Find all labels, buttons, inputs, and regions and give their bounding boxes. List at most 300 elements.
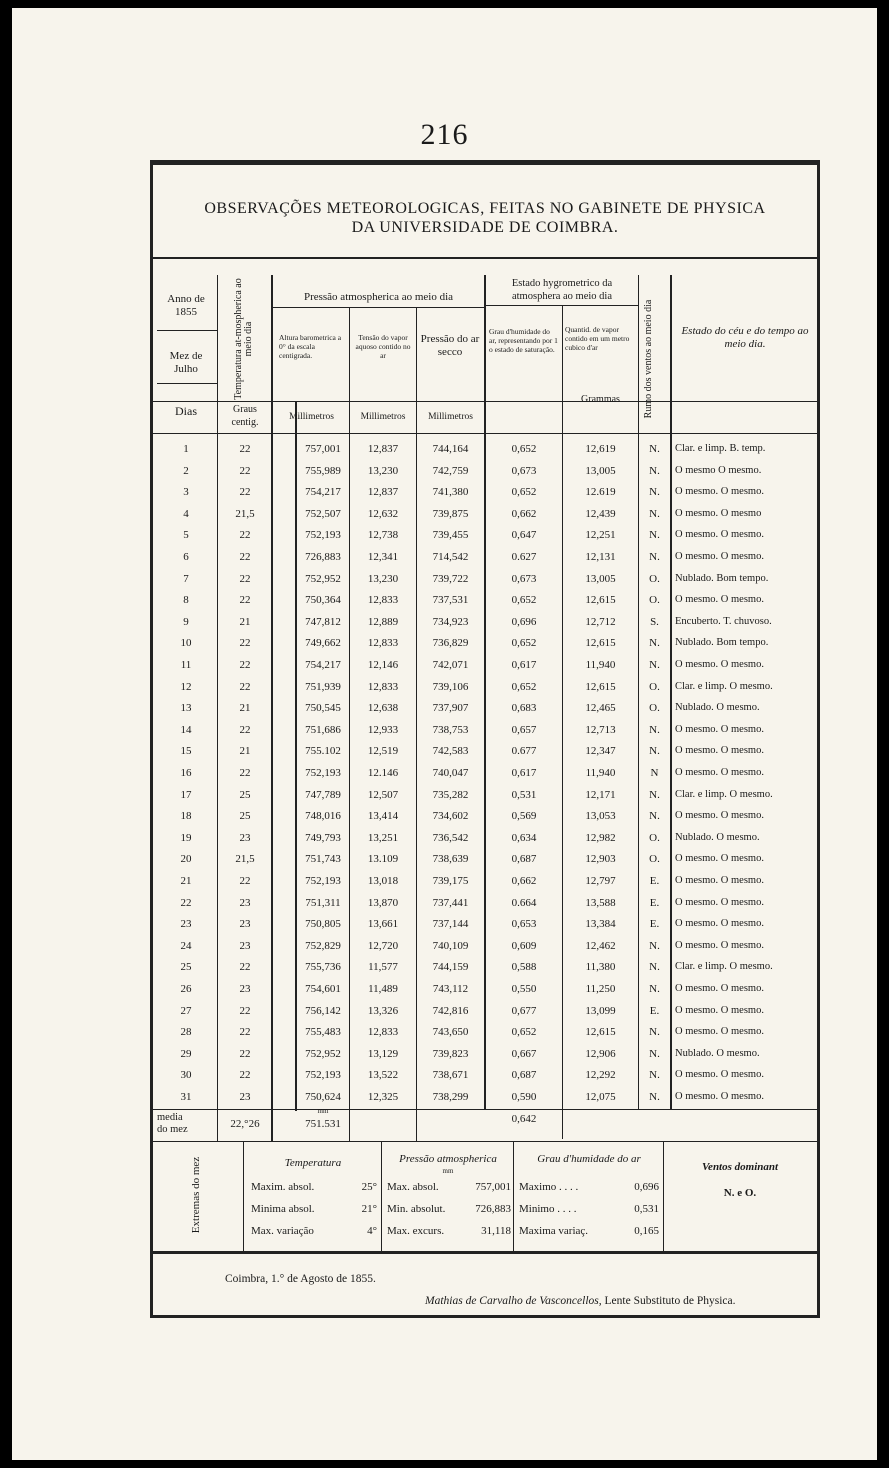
cell-ten: 12,519 xyxy=(367,745,399,758)
cell-ceu: O mesmo. O mesmo. xyxy=(675,551,764,562)
cell-grau: 0,673 xyxy=(511,572,537,585)
cell-alt: 751,939 xyxy=(305,680,341,693)
cell-vento: N. xyxy=(649,1026,660,1039)
cell-dia: 2 xyxy=(183,464,189,477)
cell-vento: S. xyxy=(650,615,659,628)
cell-dia: 6 xyxy=(183,551,189,563)
cell-alt: 752,952 xyxy=(305,572,341,585)
cell-vento: N. xyxy=(649,1047,660,1060)
media-alt-unit: mm xyxy=(317,1107,329,1115)
cell-vento: N. xyxy=(649,443,660,455)
extremas-row-label: Max. absol. xyxy=(387,1181,439,1193)
cell-grau: 0,569 xyxy=(511,810,537,823)
extremas-row-value: 726,883 xyxy=(475,1203,511,1215)
cell-grau: 0,657 xyxy=(511,723,537,736)
cell-ten: 13,129 xyxy=(367,1047,399,1060)
cell-vento: N. xyxy=(649,507,660,520)
cell-pres: 738,753 xyxy=(432,723,469,736)
cell-temp: 22 xyxy=(239,659,251,671)
cell-ceu: O mesmo. O mesmo. xyxy=(675,983,764,994)
cell-dia: 20 xyxy=(180,853,192,866)
extremas-label: Extremas do mez xyxy=(190,1156,202,1234)
extremas-temp-list xyxy=(251,1181,377,1247)
cell-quant: 12,462 xyxy=(585,939,616,952)
table-frame xyxy=(150,160,820,1318)
cell-pres: 736,542 xyxy=(432,831,469,844)
cell-ceu: Clar. e limp. B. temp. xyxy=(675,443,766,454)
header-grau: Grau d'humidade do ar, representando por 1 o estado de saturação. xyxy=(489,327,558,354)
cell-quant: 12,615 xyxy=(585,637,616,650)
cell-ceu: O mesmo. O mesmo. xyxy=(675,918,764,930)
cell-quant: 12,615 xyxy=(585,680,616,693)
footer-author: Mathias de Carvalho de Vasconcellos, xyxy=(425,1295,602,1307)
cell-pres: 743,112 xyxy=(432,983,469,995)
header-mez: Mez de Julho xyxy=(169,350,203,375)
cell-ten: 12,833 xyxy=(367,594,399,607)
extremas-row-value: 4° xyxy=(367,1225,377,1237)
cell-quant: 12,619 xyxy=(585,443,616,455)
cell-ten: 13,230 xyxy=(367,572,399,585)
cell-grau: 0,677 xyxy=(511,1004,537,1017)
cell-temp: 25 xyxy=(239,810,251,823)
extremas-row xyxy=(251,1181,377,1203)
cell-vento: O. xyxy=(649,594,660,607)
cell-ceu: O mesmo. O mesmo. xyxy=(675,896,764,908)
cell-vento: O. xyxy=(649,831,660,844)
cell-quant: 11,940 xyxy=(585,767,616,779)
cell-ceu: Clar. e limp. O mesmo. xyxy=(675,961,773,973)
cell-vento: E. xyxy=(649,875,660,887)
cell-grau: 0,652 xyxy=(511,637,537,650)
cell-grau: 0,590 xyxy=(511,1091,537,1103)
cell-alt: 749,793 xyxy=(305,831,341,844)
cell-ten: 12,889 xyxy=(367,615,399,628)
cell-temp: 23 xyxy=(239,1091,251,1103)
cell-grau: 0,550 xyxy=(511,983,537,995)
cell-vento: N. xyxy=(649,464,660,477)
cell-pres: 739,823 xyxy=(432,1047,469,1060)
cell-quant: 12,131 xyxy=(585,551,616,563)
cell-grau: 0,673 xyxy=(511,464,537,477)
cell-ten: 13,018 xyxy=(367,875,399,887)
cell-vento: O. xyxy=(649,853,660,866)
cell-ten: 12,638 xyxy=(367,702,399,715)
cell-alt: 750,545 xyxy=(305,702,341,715)
cell-ten: 12,833 xyxy=(367,680,399,693)
extremas-row-value: 757,001 xyxy=(475,1181,511,1193)
cell-dia: 25 xyxy=(180,961,192,974)
cell-dia: 7 xyxy=(183,572,189,585)
header-mm-altura: Millimetros xyxy=(289,412,334,422)
cell-ceu: O mesmo. O mesmo xyxy=(675,507,762,519)
title-line-2: DA UNIVERSIDADE DE COIMBRA. xyxy=(351,219,619,236)
cell-quant: 12,615 xyxy=(585,594,616,607)
extremas-row xyxy=(519,1181,659,1203)
extremas-row xyxy=(387,1181,511,1203)
cell-pres: 744,164 xyxy=(432,443,469,455)
cell-dia: 1 xyxy=(183,443,189,455)
extremas-row-label: Minimo . . . . xyxy=(519,1203,577,1215)
cell-dia: 31 xyxy=(180,1091,192,1103)
cell-ten: 12,146 xyxy=(367,659,399,671)
cell-temp: 22 xyxy=(239,723,251,736)
cell-quant: 12,347 xyxy=(585,745,616,758)
cell-grau: 0,652 xyxy=(511,1026,537,1039)
cell-vento: O. xyxy=(649,680,660,693)
cell-quant: 12,075 xyxy=(585,1091,616,1103)
cell-vento: N. xyxy=(649,551,660,563)
cell-temp: 22 xyxy=(239,1069,251,1082)
extremas-row-label: Maxim. absol. xyxy=(251,1181,315,1193)
cell-quant: 12,713 xyxy=(585,723,616,736)
cell-alt: 751,686 xyxy=(305,723,341,736)
cell-ten: 12,341 xyxy=(367,551,399,563)
extremas-row-value: 21° xyxy=(361,1203,377,1215)
extremas-row xyxy=(387,1203,511,1225)
cell-alt: 752,193 xyxy=(305,529,341,542)
cell-quant: 12.619 xyxy=(585,486,616,499)
cell-grau: 0,531 xyxy=(511,788,537,801)
cell-temp: 21,5 xyxy=(235,507,255,520)
cell-ten: 13.109 xyxy=(367,853,399,866)
cell-dia: 5 xyxy=(183,529,189,542)
media-label: media do mez xyxy=(157,1112,188,1135)
cell-dia: 10 xyxy=(180,637,192,650)
cell-temp: 22 xyxy=(239,767,251,779)
cell-ten: 12,837 xyxy=(367,443,399,455)
cell-grau: 0,588 xyxy=(511,961,537,974)
extremas-temp-heading: Temperatura xyxy=(284,1157,342,1169)
cell-grau: 0,617 xyxy=(511,767,537,779)
cell-grau: 0,617 xyxy=(511,659,537,671)
cell-dia: 26 xyxy=(180,983,192,995)
cell-temp: 22 xyxy=(239,1026,251,1039)
cell-grau: 0.664 xyxy=(511,896,537,909)
cell-temp: 23 xyxy=(239,896,251,909)
cell-pres: 740,109 xyxy=(432,939,469,952)
cell-ceu: O mesmo. O mesmo. xyxy=(675,767,764,778)
cell-dia: 30 xyxy=(180,1069,192,1082)
extremas-row-label: Max. variação xyxy=(251,1225,314,1237)
cell-temp: 22 xyxy=(239,637,251,650)
table-title xyxy=(153,199,817,237)
extremas-row-value: 0,531 xyxy=(634,1203,659,1215)
page-sheet xyxy=(12,8,877,1460)
cell-quant: 13,384 xyxy=(585,918,616,931)
cell-temp: 22 xyxy=(239,443,251,455)
cell-ceu: Encuberto. T. chuvoso. xyxy=(675,615,772,627)
extremas-row xyxy=(251,1225,377,1247)
cell-alt: 752,193 xyxy=(305,875,341,887)
cell-ten: 13,870 xyxy=(367,896,399,909)
cell-ten: 13,661 xyxy=(367,918,399,931)
extremas-row-value: 25° xyxy=(361,1181,377,1193)
cell-temp: 22 xyxy=(239,1047,251,1060)
header-pressao-group: Pressão atmospherica ao meio dia xyxy=(303,291,454,303)
cell-ten: 12,738 xyxy=(367,529,399,542)
cell-temp: 22 xyxy=(239,486,251,499)
cell-alt: 755,483 xyxy=(305,1026,341,1039)
header-tensao: Tensão do vapor aquoso contido no ar xyxy=(355,333,411,360)
header-pressao-ar: Pressão do ar secco xyxy=(420,333,480,358)
cell-quant: 13,005 xyxy=(585,464,616,477)
cell-temp: 23 xyxy=(239,983,251,995)
cell-temp: 22 xyxy=(239,961,251,974)
cell-pres: 734,923 xyxy=(432,615,469,628)
cell-vento: N. xyxy=(649,788,660,801)
header-quant: Quantid. de vapor contido em um metro cubico d'ar xyxy=(565,325,630,352)
extremas-ventos-heading: Ventos dominant xyxy=(701,1161,779,1173)
cell-quant: 12,292 xyxy=(585,1069,616,1082)
cell-quant: 12,251 xyxy=(585,529,616,542)
header-temp-unit: Graus centig. xyxy=(231,404,259,428)
cell-ten: 11,489 xyxy=(368,983,398,995)
cell-pres: 739,455 xyxy=(432,529,469,542)
cell-ceu: O mesmo. O mesmo. xyxy=(675,486,764,498)
cell-ceu: O mesmo O mesmo. xyxy=(675,464,762,476)
cell-ten: 12,325 xyxy=(367,1091,399,1103)
cell-alt: 751,743 xyxy=(305,853,341,866)
cell-ten: 12,720 xyxy=(367,939,399,952)
cell-ten: 12,833 xyxy=(367,1026,399,1039)
cell-alt: 754,601 xyxy=(305,983,341,995)
cell-ten: 13,326 xyxy=(367,1004,399,1017)
cell-quant: 13,588 xyxy=(585,896,616,909)
extremas-row-label: Maximo . . . . xyxy=(519,1181,579,1193)
cell-ceu: O mesmo. O mesmo. xyxy=(675,1026,764,1038)
header-mm-tensao: Millimetros xyxy=(360,412,406,422)
cell-alt: 751,311 xyxy=(305,896,341,909)
cell-pres: 737,907 xyxy=(432,702,469,715)
cell-pres: 739,175 xyxy=(432,875,469,887)
cell-temp: 23 xyxy=(239,831,251,844)
extremas-row xyxy=(519,1225,659,1247)
cell-dia: 9 xyxy=(183,615,189,628)
cell-pres: 739,875 xyxy=(432,507,469,520)
cell-ceu: Clar. e limp. O mesmo. xyxy=(675,788,773,800)
cell-alt: 752,829 xyxy=(305,939,341,952)
page-number: 216 xyxy=(420,118,469,151)
cell-ten: 13,414 xyxy=(367,810,399,823)
cell-pres: 740,047 xyxy=(432,767,469,779)
media-alt: 751.531 xyxy=(305,1118,341,1130)
cell-pres: 739,106 xyxy=(432,680,469,693)
cell-temp: 22 xyxy=(239,529,251,542)
header-grammas: Grammas xyxy=(581,394,620,405)
cell-dia: 13 xyxy=(180,702,192,715)
cell-grau: 0,687 xyxy=(511,853,537,866)
cell-vento: N. xyxy=(649,810,660,823)
cell-grau: 0,687 xyxy=(511,1069,537,1082)
cell-temp: 22 xyxy=(239,875,251,887)
cell-temp: 22 xyxy=(239,464,251,477)
header-dias: Dias xyxy=(175,404,197,418)
cell-alt: 752,507 xyxy=(305,507,341,520)
cell-vento: N. xyxy=(649,745,660,758)
cell-quant: 12,906 xyxy=(585,1047,616,1060)
cell-quant: 13,053 xyxy=(585,810,616,823)
cell-vento: N. xyxy=(649,529,660,542)
cell-alt: 752,193 xyxy=(305,1069,341,1082)
cell-dia: 15 xyxy=(180,745,192,758)
cell-ten: 11,577 xyxy=(368,961,398,974)
cell-dia: 23 xyxy=(180,918,192,931)
extremas-humidade-heading: Grau d'humidade do ar xyxy=(537,1153,641,1165)
extremas-ventos-value: N. e O. xyxy=(723,1187,757,1199)
extremas-humidade-list xyxy=(519,1181,659,1247)
cell-alt: 755,989 xyxy=(305,464,341,477)
cell-ceu: Nublado. O mesmo. xyxy=(675,831,760,843)
cell-alt: 754,217 xyxy=(305,486,341,499)
cell-pres: 735,282 xyxy=(432,788,469,801)
cell-temp: 22 xyxy=(239,551,251,563)
cell-grau: 0,647 xyxy=(511,529,537,542)
cell-grau: 0,652 xyxy=(511,443,537,455)
cell-dia: 24 xyxy=(180,939,192,952)
cell-vento: O. xyxy=(649,702,660,715)
cell-quant: 12,903 xyxy=(585,853,616,866)
cell-ceu: O mesmo. O mesmo. xyxy=(675,1091,764,1102)
cell-alt: 747,789 xyxy=(305,788,341,801)
cell-pres: 738,299 xyxy=(432,1091,469,1103)
cell-vento: N. xyxy=(649,659,660,671)
cell-pres: 734,602 xyxy=(432,810,469,823)
cell-ceu: O mesmo. O mesmo. xyxy=(675,810,764,822)
cell-alt: 750,364 xyxy=(305,594,341,607)
cell-dia: 12 xyxy=(180,680,192,693)
cell-ten: 13,251 xyxy=(367,831,399,844)
media-temp: 22,°26 xyxy=(230,1118,260,1130)
cell-ten: 13,522 xyxy=(367,1069,399,1082)
cell-ceu: Nublado. Bom tempo. xyxy=(675,637,769,649)
header-anno: Anno de 1855 xyxy=(167,293,205,318)
cell-dia: 8 xyxy=(183,594,189,607)
extremas-row-label: Minima absol. xyxy=(251,1203,315,1215)
cell-grau: 0,609 xyxy=(511,939,537,952)
cell-vento: N. xyxy=(649,486,660,499)
cell-grau: 0,652 xyxy=(511,680,537,693)
cell-ceu: O mesmo. O mesmo. xyxy=(675,875,764,886)
cell-dia: 11 xyxy=(180,659,192,671)
cell-vento: E. xyxy=(649,918,660,931)
cell-quant: 13,099 xyxy=(585,1004,616,1017)
cell-ceu: O mesmo. O mesmo. xyxy=(675,1004,764,1016)
cell-quant: 12,615 xyxy=(585,1026,616,1039)
cell-pres: 741,380 xyxy=(432,486,469,499)
media-grau: 0,642 xyxy=(511,1113,537,1125)
cell-dia: 22 xyxy=(180,896,192,909)
cell-temp: 21,5 xyxy=(235,853,255,866)
cell-pres: 737,531 xyxy=(432,594,469,607)
cell-dia: 27 xyxy=(180,1004,192,1017)
cell-alt: 752,193 xyxy=(305,767,341,779)
extremas-row-label: Max. excurs. xyxy=(387,1225,445,1237)
cell-grau: 0,652 xyxy=(511,594,537,607)
cell-alt: 726,883 xyxy=(305,551,341,563)
cell-ceu: O mesmo. O mesmo. xyxy=(675,723,764,735)
extremas-pressao-unit: mm xyxy=(442,1167,454,1175)
extremas-row-value: 0,165 xyxy=(634,1225,659,1237)
cell-alt: 750,805 xyxy=(305,918,341,931)
cell-temp: 21 xyxy=(239,702,251,715)
cell-grau: 0,683 xyxy=(511,702,537,715)
cell-temp: 22 xyxy=(239,1004,251,1017)
cell-pres: 737,441 xyxy=(432,896,469,909)
cell-quant: 12,712 xyxy=(585,615,616,628)
cell-pres: 738,639 xyxy=(432,853,469,866)
cell-dia: 3 xyxy=(183,486,189,499)
cell-alt: 749,662 xyxy=(305,637,341,650)
cell-quant: 12,171 xyxy=(585,788,616,801)
cell-temp: 22 xyxy=(239,594,251,607)
cell-pres: 743,650 xyxy=(432,1026,469,1039)
cell-dia: 19 xyxy=(180,831,192,844)
cell-quant: 12,439 xyxy=(585,507,616,520)
cell-ten: 12,837 xyxy=(367,486,399,499)
cell-pres: 744,159 xyxy=(432,961,469,974)
cell-pres: 742,759 xyxy=(432,464,469,477)
extremas-row-value: 31,118 xyxy=(481,1225,511,1237)
extremas-row-label: Min. absolut. xyxy=(387,1203,446,1215)
cell-quant: 12,465 xyxy=(585,702,616,715)
cell-ceu: O mesmo. O mesmo. xyxy=(675,745,764,757)
cell-dia: 21 xyxy=(180,875,192,887)
cell-alt: 755.102 xyxy=(305,745,341,758)
cell-vento: N. xyxy=(649,1091,660,1103)
cell-alt: 755,736 xyxy=(305,961,341,974)
cell-grau: 0,652 xyxy=(511,486,537,499)
cell-dia: 16 xyxy=(180,767,192,779)
cell-ceu: O mesmo. O mesmo. xyxy=(675,853,764,865)
cell-pres: 742,071 xyxy=(432,659,469,671)
cell-vento: N. xyxy=(649,1069,660,1082)
cell-ten: 12,632 xyxy=(367,507,399,520)
extremas-row xyxy=(387,1225,511,1247)
cell-grau: 0,634 xyxy=(511,831,537,844)
cell-ten: 12,507 xyxy=(367,788,399,801)
cell-temp: 23 xyxy=(239,939,251,952)
cell-alt: 750,624 xyxy=(305,1091,341,1103)
cell-pres: 736,829 xyxy=(432,637,469,650)
cell-vento: N. xyxy=(649,723,660,736)
cell-dia: 29 xyxy=(180,1047,192,1060)
extremas-row xyxy=(519,1203,659,1225)
title-line-1: OBSERVAÇÕES METEOROLOGICAS, FEITAS NO GABINETE DE PHYSICA xyxy=(204,200,766,217)
cell-ten: 12.146 xyxy=(367,767,399,779)
cell-vento: N. xyxy=(649,983,660,995)
cell-temp: 22 xyxy=(239,680,251,693)
cell-temp: 25 xyxy=(239,788,251,801)
cell-ceu: O mesmo. O mesmo. xyxy=(675,529,764,541)
footer-signature xyxy=(425,1295,735,1307)
cell-pres: 742,583 xyxy=(432,745,469,758)
cell-ceu: O mesmo. O mesmo. xyxy=(675,939,764,951)
extremas-row xyxy=(251,1203,377,1225)
extremas-row-label: Maxima variaç. xyxy=(519,1225,589,1237)
footer-role: Lente Substituto de Physica. xyxy=(604,1295,736,1307)
cell-ten: 13,230 xyxy=(367,464,399,477)
cell-pres: 738,671 xyxy=(432,1069,469,1082)
cell-quant: 11,940 xyxy=(585,659,616,671)
cell-dia: 17 xyxy=(180,788,192,801)
cell-temp: 23 xyxy=(239,918,251,931)
cell-grau: 0,667 xyxy=(511,1047,537,1060)
cell-temp: 21 xyxy=(239,615,251,628)
cell-dia: 18 xyxy=(180,810,192,823)
footer-date: Coimbra, 1.° de Agosto de 1855. xyxy=(225,1273,376,1285)
cell-quant: 13,005 xyxy=(585,572,616,585)
cell-vento: N. xyxy=(649,961,660,974)
